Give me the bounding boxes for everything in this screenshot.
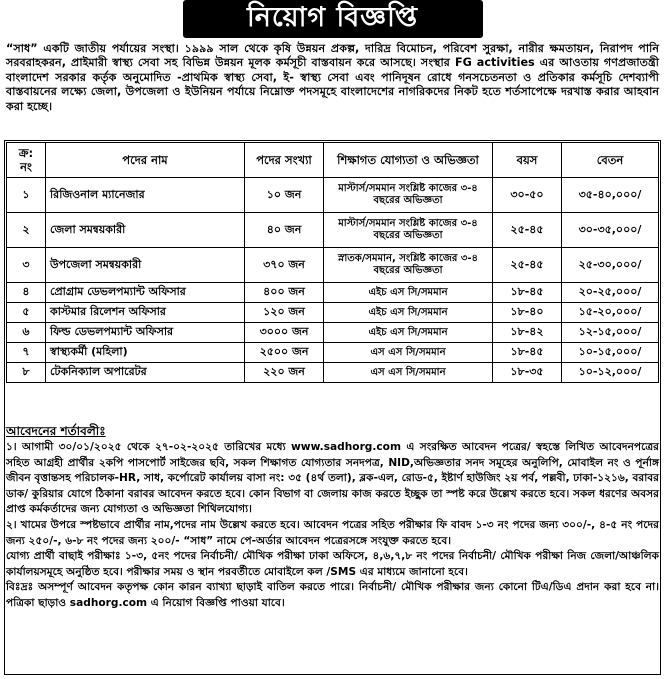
rule-1: ১। আগামী ৩০/০১/২০২৫ থেকে ২৭-০২-২০২৫ তারিখের মধ্যে www.sadhorg.com এ সংরক্ষিত আবেদন পত্রের/ স্বহস্তে লিখিত আবেদনপত্রের সহিত আগ্রহী প্রার্থীর ২কপি পাসপোর্ট সাইজের ছবি, সকল শিক্ষাগত যোগ্যতার সনদপত্র, NID,অভিজ্ঞতার সনদ সমূহের অনুলিপি, মোবাইল নং ও পূর্নাঙ্গ জীবন বৃত্তান্তসহ পরিচালক-HR, সাধ, কর্পোরেট কার্যালয় বাসা নং: ৩৫ (৪র্থ তলা), ব্লক-এল, রোড-৫, ইষ্টার্ণ হাউজিং ২য় পর্ব, পল্লবী, ঢাকা-১২১৬, বরাবর ডাক/ কুরিয়ার যোগে ঠিকানা বরাবর আবেদন করতে হবে। কোন বিভাগ বা জেলায় কাজ করতে ইচ্ছুক তা স্পষ্ট করে উল্লেখ করতে হবে। সকল ধরণের অবসর প্রাপ্ত কর্মকর্তাদের জন্য যোগ্যতা ও অভিজ্ঞতা শিথিলযোগ্য। xyxy=(6,441,659,516)
row-serial: ৪ xyxy=(7,283,46,303)
row-post-count: ৩৭০ জন xyxy=(245,248,324,283)
rules-section xyxy=(6,440,659,612)
table-row xyxy=(7,283,659,303)
row-qualification: এইচ এস সি/সমমান xyxy=(324,303,493,323)
row-salary: ২০-২৫,০০০/ xyxy=(562,283,659,303)
row-age: ২৫-৪৫ xyxy=(493,213,562,248)
row-post-name: জেলা সমন্বয়কারী xyxy=(46,213,245,248)
header-post-count: পদের সংখ্যা xyxy=(245,143,324,178)
header-age: বয়স xyxy=(493,143,562,178)
table-row xyxy=(7,363,659,383)
row-salary: ৩৫-৪০,০০০/ xyxy=(562,178,659,213)
rule-selection: যোগ্য প্রার্থী বাছাই পরীক্ষাঃ ১-৩, ৫নং পদের নির্বাচনী/ মৌখিক পরীক্ষা ঢাকা অফিসে, ৪,৬,৭,৮ নং পদের নির্বাচনী/ মৌখিক পরীক্ষা নিজ জেলা/আঞ্চলিক কার্যালয়সমূহে অনুষ্ঠিত হবে। পরীক্ষার সময় ও স্থান পরবর্তীতে মোবাইলে কল /SMS এর মাধ্যমে জানানো হবে। xyxy=(6,550,659,578)
row-post-count: ১২০ জন xyxy=(245,303,324,323)
row-post-name: রিজিওনাল ম্যানেজার xyxy=(46,178,245,213)
row-age: ১৮-৪২ xyxy=(493,323,562,343)
row-qualification: মাস্টার্স/সমমান সংশ্লিষ্ট কাজের ৩-৪ বছরের অভিজ্ঞতা xyxy=(324,178,493,213)
notice-title: নিয়োগ বিজ্ঞপ্তি xyxy=(183,0,483,38)
row-qualification: এস এস সি/সমমান xyxy=(324,363,493,383)
header-salary: বেতন xyxy=(562,143,659,178)
row-serial: ৭ xyxy=(7,343,46,363)
header-post-name: পদের নাম xyxy=(46,143,245,178)
row-post-name: কাস্টমার রিলেশন অফিসার xyxy=(46,303,245,323)
table-row xyxy=(7,213,659,248)
row-post-name: প্রোগ্রাম ডেভলপম্যান্ট অফিসার xyxy=(46,283,245,303)
rule-2: ২। খামের উপরে স্পষ্টভাবে প্রার্থীর নাম,পদের নাম উল্লেখ করতে হবে। আবেদন পত্রের সহিত পরীক্ষার ফি বাবদ ১-৩ নং পদের জন্য ৩০০/-, ৪-৫ নং পদের জন্য ২৫০/-, ৬-৮ নং পদের জন্য ২০০/- “সাধ” নামে পে-অর্ডার আবেদন পত্রেরসঙ্গে সংযুক্ত করতে হবে। xyxy=(6,518,659,547)
row-salary: ১০-১৫,০০০/ xyxy=(562,343,659,363)
row-age: ১৮-৪৫ xyxy=(493,343,562,363)
row-salary: ১০-১২,০০০/ xyxy=(562,363,659,383)
table-header-row xyxy=(7,143,659,178)
table-row xyxy=(7,248,659,283)
rules-heading: আবেদনের শর্তাবলীঃ xyxy=(6,424,106,438)
row-post-name: টেকনিক্যাল অপারেটর xyxy=(46,363,245,383)
jobs-table xyxy=(6,142,659,383)
row-qualification: এস এস সি/সমমান xyxy=(324,343,493,363)
row-post-count: ২২০ জন xyxy=(245,363,324,383)
row-qualification: স্নাতক/সমমান, সংশ্লিষ্ট কাজের ৩-৪ বছরের অভিজ্ঞতা xyxy=(324,248,493,283)
row-qualification: মাস্টার্স/সমমান সংশ্লিষ্ট কাজের ৩-৪ বছরের অভিজ্ঞতা xyxy=(324,213,493,248)
header-serial: ক্র: নং xyxy=(7,143,46,178)
table-row xyxy=(7,303,659,323)
row-post-name: ফিল্ড ডেভলপম্যান্ট অফিসার xyxy=(46,323,245,343)
row-salary: ৩০-৩৫,০০০/ xyxy=(562,213,659,248)
row-salary: ২৫-৩০,০০০/ xyxy=(562,248,659,283)
row-age: ১৮-৪৫ xyxy=(493,283,562,303)
row-serial: ৩ xyxy=(7,248,46,283)
row-serial: ২ xyxy=(7,213,46,248)
row-salary: ১২-১৫,০০০/ xyxy=(562,323,659,343)
table-row xyxy=(7,178,659,213)
header-qualification: শিক্ষাগত যোগ্যতা ও অভিজ্ঞতা xyxy=(324,143,493,178)
row-age: ১৮-৩৫ xyxy=(493,363,562,383)
row-post-count: ৪০ জন xyxy=(245,213,324,248)
row-serial: ৮ xyxy=(7,363,46,383)
row-salary: ১৫-২০,০০০/ xyxy=(562,303,659,323)
row-age: ১৮-৪০ xyxy=(493,303,562,323)
row-age: ৩০-৫০ xyxy=(493,178,562,213)
row-age: ২৫-৪৫ xyxy=(493,248,562,283)
row-serial: ৬ xyxy=(7,323,46,343)
row-qualification: এইচ এস সি/সমমান xyxy=(324,283,493,303)
row-post-count: ৪০০ জন xyxy=(245,283,324,303)
row-post-name: উপজেলা সমন্বয়কারী xyxy=(46,248,245,283)
row-serial: ৫ xyxy=(7,303,46,323)
rule-note: বিঃদ্রঃ অসম্পূর্ণ আবেদন কতৃপক্ষ কোন কারন ব্যাখ্যা ছাড়াই বাতিল করতে পারে। নির্বাচনী/ মৌখিক পরীক্ষার জন্য কোনো টিএ/ডিএ প্রদান করা হবে না। পত্রিকা ছাড়াও sadhorg.com এ নিয়োগ বিজ্ঞপ্তি পাওয়া যাবে। xyxy=(6,581,659,609)
row-post-name: স্বাস্থ্যকর্মী (মহিলা) xyxy=(46,343,245,363)
row-post-count: ৩০০০ জন xyxy=(245,323,324,343)
row-post-count: ২৫০০ জন xyxy=(245,343,324,363)
table-row xyxy=(7,323,659,343)
row-qualification: এইচ এস সি/সমমান xyxy=(324,323,493,343)
intro-paragraph: “সাধ” একটি জাতীয় পর্যায়ের সংস্থা। ১৯৯৯ সাল থেকে কৃষি উন্নয়ন প্রকল্প, দারিদ্র বিমোচন, পরিবেশ সুরক্ষা, নারীর ক্ষমতায়ন, নিরাপদ পানি সরবরাহকরন, প্রাইমারী স্বাস্থ্য সেবা সহ বিভিন্ন উন্নয়ন মূলক কর্মসূচী বাস্তবায়ন করে আসছে। সংস্থার FG activities এর আওতায় গণপ্রজাতন্ত্রী বাংলাদেশ সরকার কর্তৃক অনুমোদিত -প্রাথমিক স্বাস্থ্য সেবা, ই- স্বাস্থ্য সেবা এবং পানিদূষন রোধে গনসচেতনতা ও প্রতিকার কর্মসূচি দেশব্যাপী বাস্তবায়নের লক্ষ্যে জেলা, উপজেলা ও ইউনিয়ন পর্যায়ে নিম্নোক্ত পদসমূহে বাংলাদেশের নাগরিকদের নিকট হতে শর্তসাপেক্ষে দরখাস্ত করার আহবান করা হচ্ছে। xyxy=(6,42,659,113)
row-serial: ১ xyxy=(7,178,46,213)
table-row xyxy=(7,343,659,363)
row-post-count: ১০ জন xyxy=(245,178,324,213)
title-wrap xyxy=(0,0,665,40)
